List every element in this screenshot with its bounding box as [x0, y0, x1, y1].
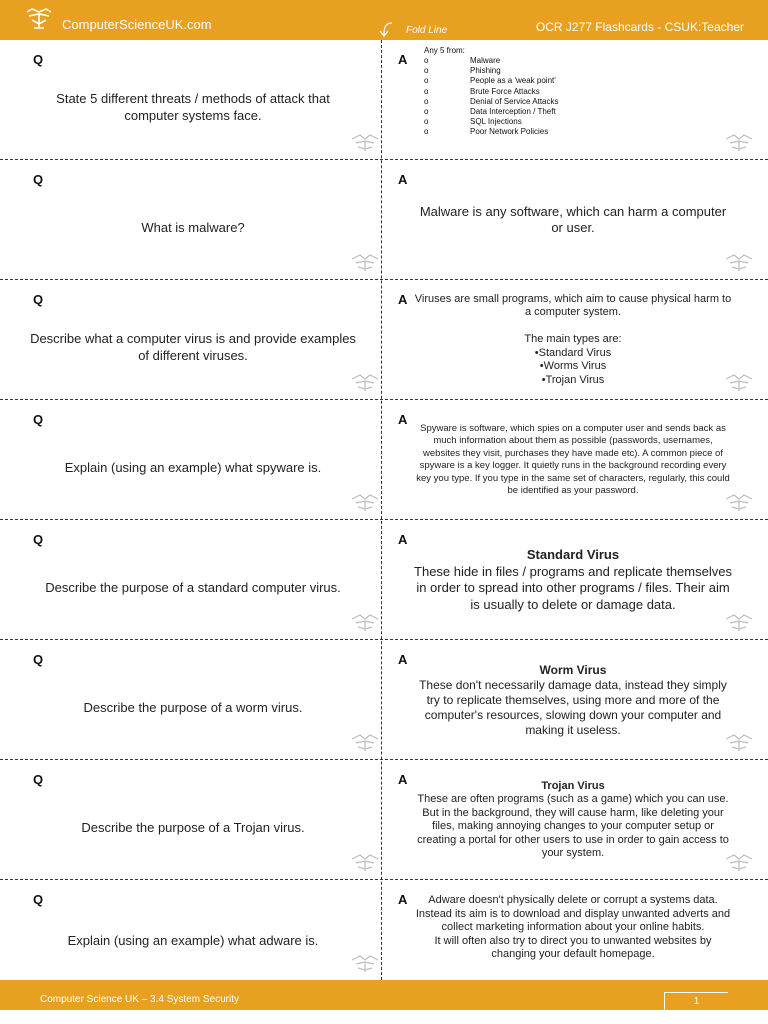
csuk-watermark-icon	[350, 952, 380, 974]
site-name: ComputerScienceUK.com	[62, 17, 212, 32]
question-label: Q	[33, 772, 44, 787]
answer-block	[414, 650, 732, 750]
answer-text: These don't necessarily damage data, instead they simply try to replicate themselves, using more and more of the computer's resources, slowing down your computer and making it useless.	[419, 677, 727, 737]
question-text: Describe the purpose of a standard computer virus.	[45, 579, 341, 595]
csuk-watermark-icon	[350, 731, 380, 753]
csuk-watermark-icon	[724, 131, 754, 153]
list-item: o SQL Injections	[424, 117, 558, 127]
flashcard-row-malware	[0, 160, 768, 280]
answer-heading: Worm Virus	[539, 662, 607, 677]
answer-label: A	[398, 532, 408, 547]
csuk-logo-icon	[24, 6, 54, 32]
course-title: OCR J277 Flashcards - CSUK:Teacher	[535, 20, 744, 34]
list-item: o Phishing	[424, 66, 558, 76]
csuk-watermark-icon	[350, 491, 380, 513]
question-text: Describe the purpose of a worm virus.	[83, 699, 303, 715]
answer-block	[414, 410, 732, 510]
answer-label: A	[398, 172, 408, 187]
flashcard-row-worm-virus	[0, 640, 768, 760]
answer-text: Adware doesn't physically delete or corrupt a systems data. Instead its aim is to download and display unwanted adverts and collect marketing information about your online habits. It will often also try to direct you to unwanted websites by changing your default homepage.	[415, 894, 731, 961]
csuk-watermark-icon	[350, 851, 380, 873]
answer-heading: Trojan Virus	[541, 779, 605, 792]
answer-label: A	[398, 292, 408, 307]
answer-label: A	[398, 52, 408, 67]
question-text: Describe the purpose of a Trojan virus.	[81, 819, 305, 835]
flashcard-sheet	[0, 40, 768, 980]
csuk-watermark-icon	[724, 851, 754, 873]
flashcard-row-standard-virus	[0, 520, 768, 640]
question-label: Q	[33, 292, 44, 307]
question-label: Q	[33, 412, 44, 427]
answer-block	[414, 290, 732, 390]
csuk-watermark-icon	[724, 251, 754, 273]
fold-line-marker	[376, 20, 466, 40]
question-label: Q	[33, 532, 44, 547]
csuk-watermark-icon	[724, 731, 754, 753]
question-label: Q	[33, 652, 44, 667]
fold-arrow-icon	[376, 20, 396, 40]
question-text: What is malware?	[141, 219, 245, 235]
answer-label: A	[398, 772, 408, 787]
list-item: o People as a 'weak point'	[424, 76, 558, 86]
list-item: o Denial of Service Attacks	[424, 97, 558, 107]
question-label: Q	[33, 52, 44, 67]
csuk-watermark-icon	[350, 371, 380, 393]
csuk-watermark-icon	[724, 371, 754, 393]
answer-block	[414, 770, 732, 870]
list-item: o Poor Network Policies	[424, 127, 558, 137]
page-number: 1	[664, 992, 728, 1010]
fold-line-divider	[381, 40, 382, 980]
answer-label: A	[398, 892, 408, 907]
answer-text: Malware is any software, which can harm a computer or user.	[419, 203, 727, 235]
answer-heading: Standard Virus	[526, 547, 620, 562]
answer-label: A	[398, 412, 408, 427]
answer-text: These are often programs (such as a game) which you can use. But in the background, they will cause harm, like deleting your files, making annoying changes to your computer setup or creating a portal for other users to use in order to gain access to your system.	[417, 793, 729, 859]
page-header	[0, 0, 768, 40]
question-text: Explain (using an example) what adware is.	[67, 932, 319, 948]
answer-block	[414, 886, 732, 970]
question-text: Describe what a computer virus is and provide examples of different viruses.	[30, 331, 356, 363]
answer-text: Viruses are small programs, which aim to cause physical harm to a computer system. The main types are: •Standard Virus •Worms Virus •Trojan Virus	[414, 292, 732, 386]
csuk-watermark-icon	[724, 491, 754, 513]
list-item: o Data Interception / Theft	[424, 107, 558, 117]
flashcard-row-adware	[0, 880, 768, 980]
flashcard-row-trojan-virus	[0, 760, 768, 880]
question-label: Q	[33, 172, 44, 187]
list-item: o Malware	[424, 56, 558, 66]
question-text: State 5 different threats / methods of attack that computer systems face.	[56, 91, 330, 123]
csuk-watermark-icon	[350, 251, 380, 273]
question-label: Q	[33, 892, 44, 907]
flashcard-row-virus	[0, 280, 768, 400]
answer-block	[414, 530, 732, 630]
threat-list	[424, 56, 558, 138]
answer-text: These hide in files / programs and replicate themselves in order to spread into other programs / files. Their aim is usually to delete or damage data.	[414, 563, 732, 612]
flashcard-row-spyware	[0, 400, 768, 520]
page-footer	[0, 980, 768, 1010]
answer-text: Spyware is software, which spies on a computer user and sends back as much information about them as possible (passwords, usernames, websites they visit, purchases they have made etc). A common piece of spyware is a key logger. It quietly runs in the background recording every key you type. If you type in the same set of characters, regularly, this could be identified as your password.	[416, 422, 730, 496]
csuk-watermark-icon	[724, 611, 754, 633]
csuk-watermark-icon	[350, 611, 380, 633]
question-text: Explain (using an example) what spyware is.	[64, 459, 322, 475]
footer-text: Computer Science UK – 3.4 System Security	[40, 994, 239, 1005]
fold-line-label: Fold Line	[406, 25, 448, 36]
answer-block	[414, 170, 732, 270]
flashcard-row-threats	[0, 40, 768, 160]
answer-label: A	[398, 652, 408, 667]
csuk-watermark-icon	[350, 131, 380, 153]
answer-intro: Any 5 from:	[424, 46, 465, 55]
list-item: o Brute Force Attacks	[424, 87, 558, 97]
